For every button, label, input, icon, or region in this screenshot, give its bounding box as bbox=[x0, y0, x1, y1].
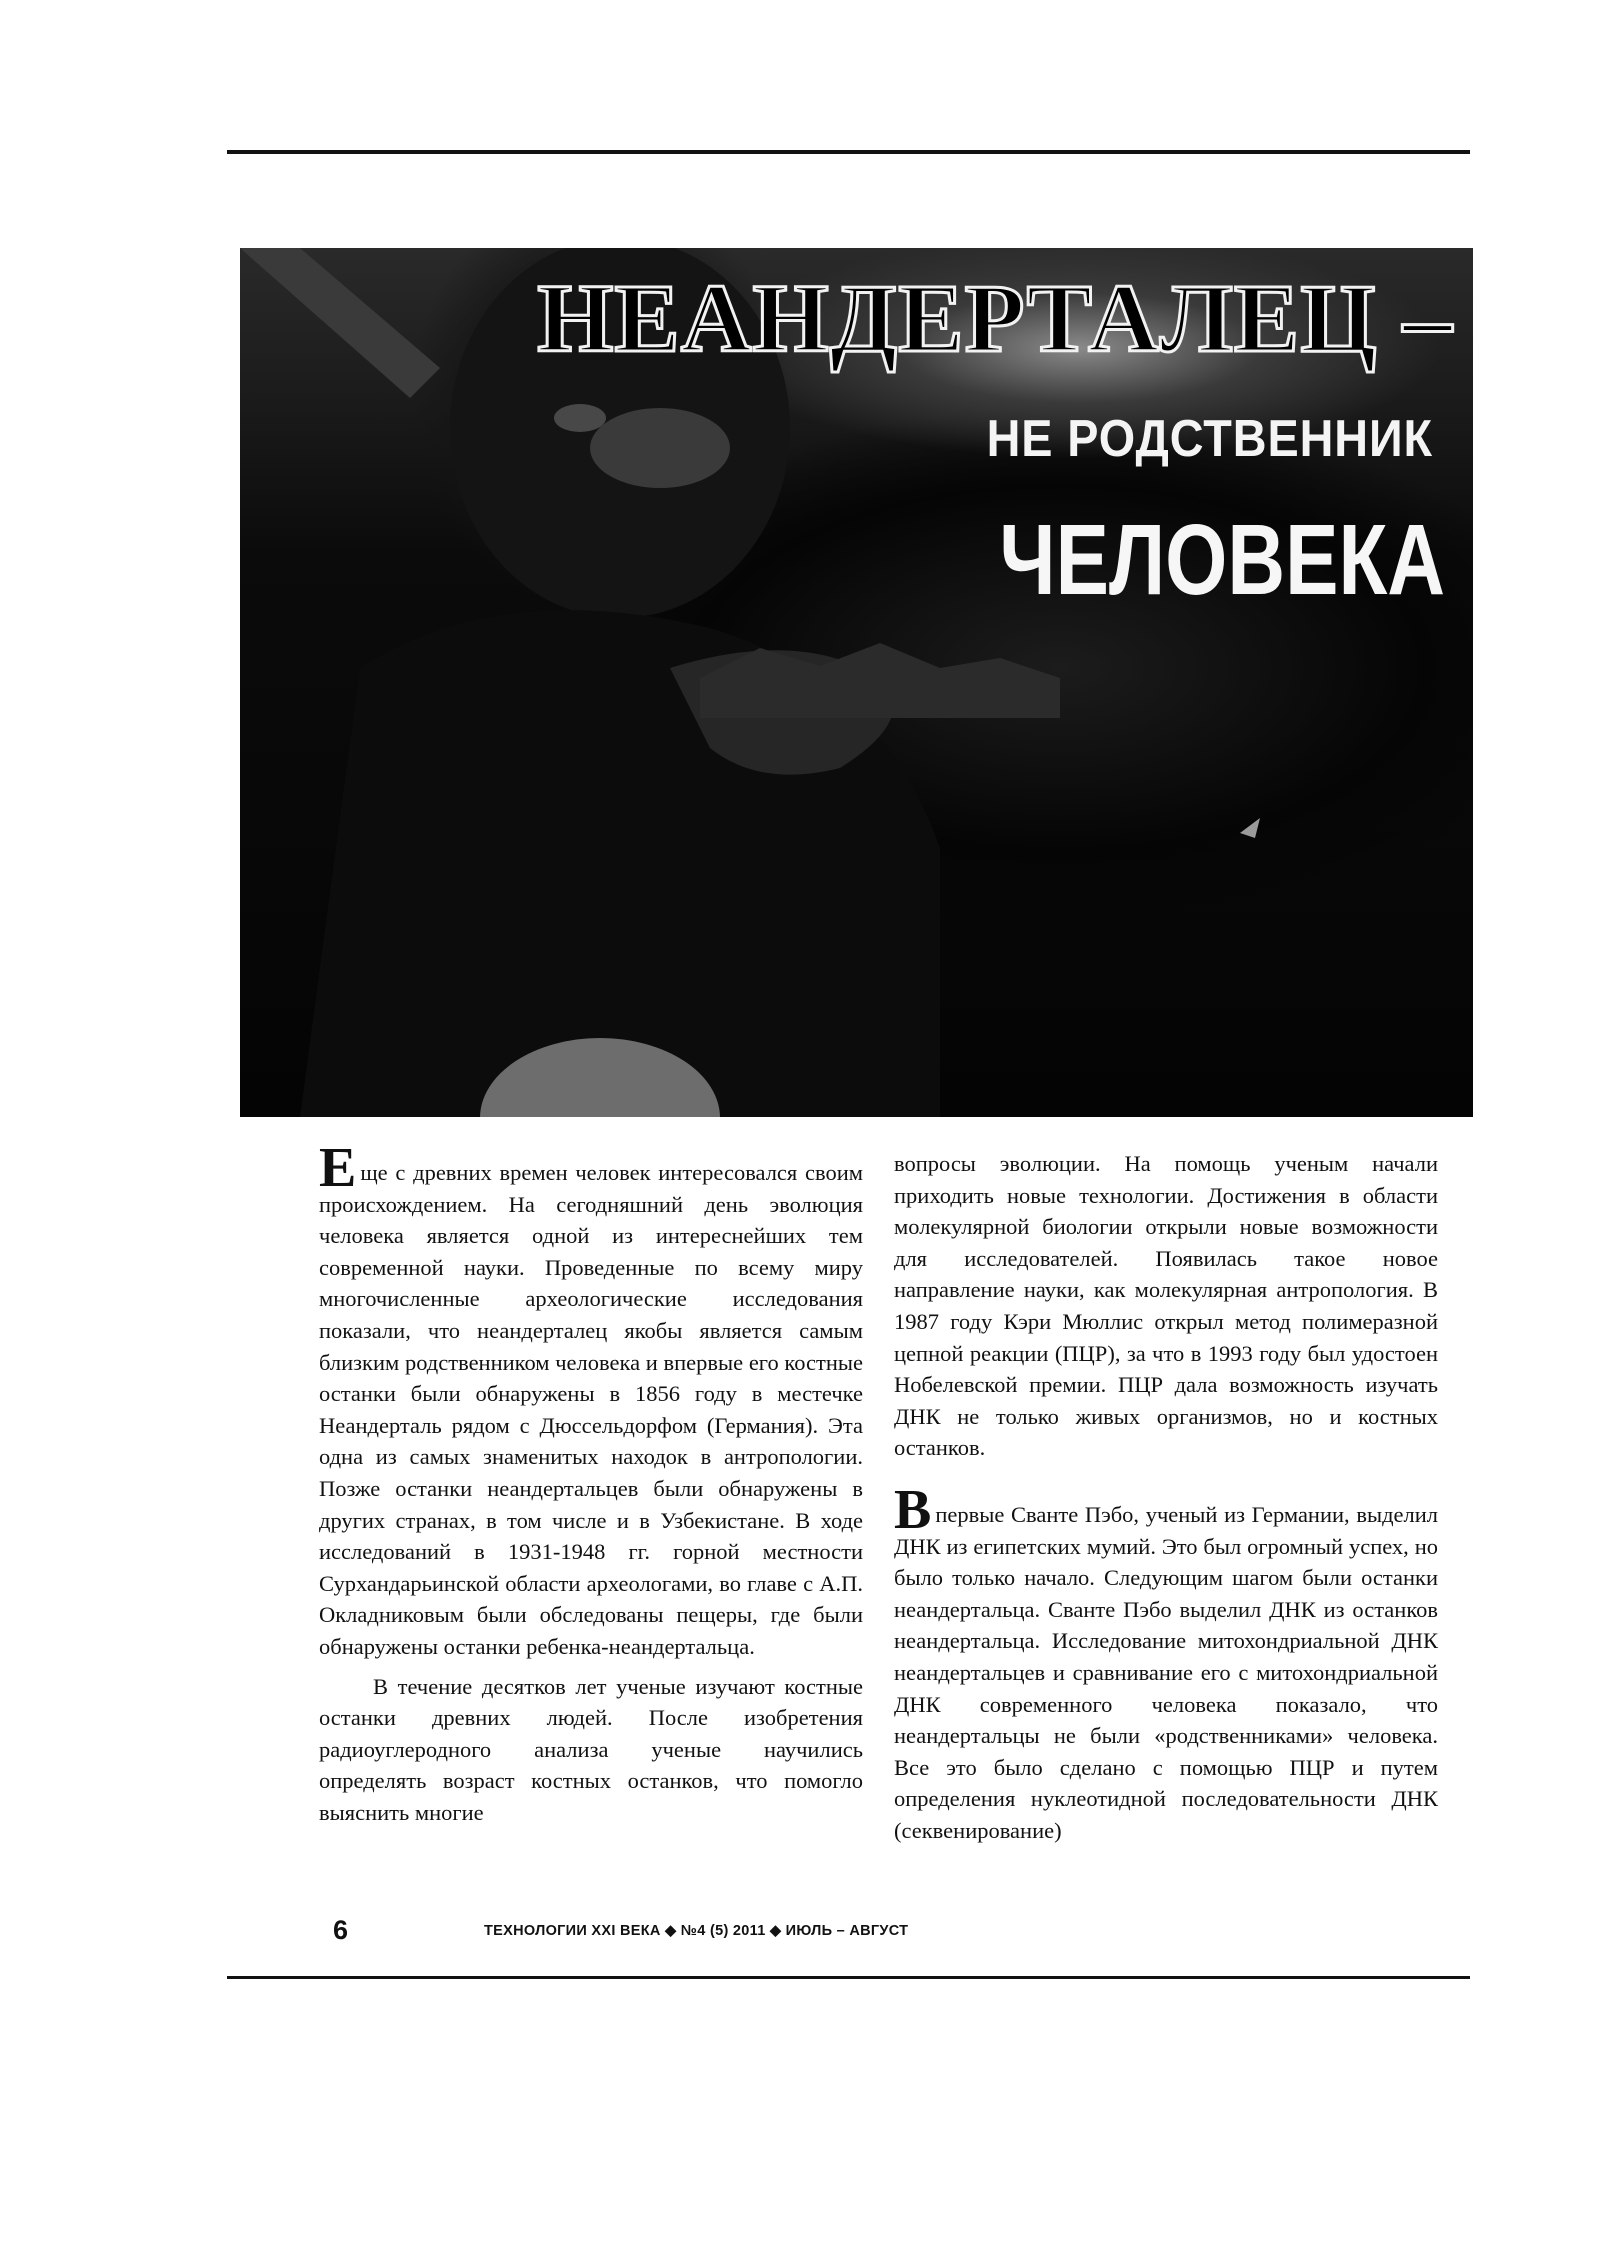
page-number: 6 bbox=[333, 1915, 349, 1945]
eye-highlight bbox=[554, 404, 606, 432]
top-rule-tick bbox=[227, 150, 237, 154]
issue-line: ТЕХНОЛОГИИ XXI ВЕКА ◆ №4 (5) 2011 ◆ ИЮЛЬ – АВГУСТ bbox=[484, 1923, 909, 1939]
headline-title: НЕАНДЕРТАЛЕЦ – bbox=[537, 265, 1453, 373]
bottom-rule bbox=[227, 1976, 1470, 1979]
article-paragraph bbox=[894, 1478, 1438, 1847]
article-paragraph: В течение десятков лет ученые изучают костные останки древних людей. После изобретения радиоуглеродного анализа ученые научились определять возраст костных останков, что помогло выяснить многие bbox=[319, 1673, 863, 1825]
article-paragraph: вопросы эволюции. На помощь ученым начали приходить новые технологии. Достижения в области молекулярной биологии открыли новые возможности для исследователей. Появилась такое новое направление науки, как молекулярная антропология. В 1987 году Кэри Мюллис открыл метод полимеразной цепной реакции (ПЦР), за что в 1993 году был удостоен Нобелевской премии. ПЦР дала возможность изучать ДНК не только живых организмов, но и костных останков. bbox=[894, 1151, 1438, 1461]
headline-subject: ЧЕЛОВЕКА bbox=[999, 504, 1445, 616]
article-column-right bbox=[894, 1148, 1438, 1846]
face-highlight bbox=[590, 408, 730, 488]
article-column-left bbox=[319, 1137, 863, 1828]
hero-image bbox=[240, 248, 1473, 1117]
article-paragraph bbox=[319, 1137, 863, 1663]
spear-tip bbox=[1240, 818, 1260, 838]
headline-subtitle: НЕ РОДСТВЕННИК bbox=[986, 410, 1433, 468]
top-rule bbox=[227, 150, 1470, 154]
paragraph-text: ще с древних времен человек интересовался своим происхождением. На сегодняшний день эволюция человека является одной из интереснейших тем современной науки. Проведенные по всему миру многочисленные археологические исследования показали, что неандерталец якобы является самым близким родственником человека и впервые его костные останки были обнаружены в 1856 году в местечке Неандерталь рядом с Дюссельдорфом (Германия). Эта одна из самых знаменитых находок в антропологии. Позже останки неандертальцев были обнаружены в других странах, в том числе и в Узбекистане. В ходе исследований в 1931-1948 гг. горной местности Сурхандарьинской области археологами, во главе с А.П. Окладниковым были обследованы пещеры, где были обнаружены останки ребенка-неандертальца. bbox=[319, 1160, 863, 1659]
drop-cap: В bbox=[894, 1478, 932, 1541]
spear-shaft bbox=[240, 248, 440, 398]
drop-cap: Е bbox=[319, 1137, 357, 1199]
paragraph-text: первые Сванте Пэбо, ученый из Германии, выделил ДНК из египетских мумий. Это был огромный успех, но было только начало. Следующим шагом были останки неандертальца. Сванте Пэбо выделил ДНК из останков неандертальца. Исследование митохондриальной ДНК неандертальцев и сравнивание его с митохондриальной ДНК современного человека показало, что неандертальцы не были «родственниками» человека. Все это было сделано с помощью ПЦР и путем определения нуклеотидной последовательности ДНК (секвенирование) bbox=[894, 1501, 1438, 1843]
neanderthal-illustration bbox=[240, 248, 1473, 1117]
mountain-ridge bbox=[700, 643, 1060, 718]
